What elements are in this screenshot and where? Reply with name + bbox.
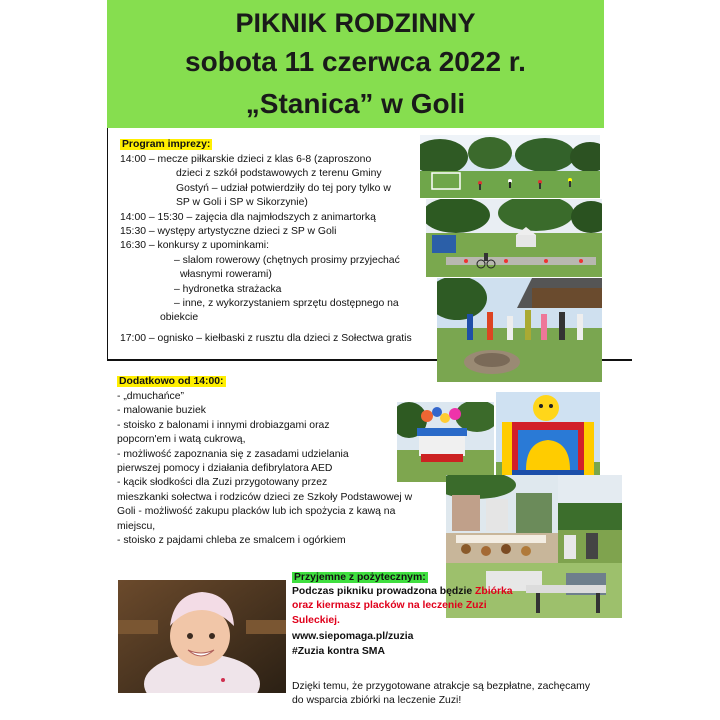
extra-heading: Dodatkowo od 14:00: <box>119 376 224 387</box>
event-location: „Stanica” w Goli <box>245 88 466 119</box>
program-item: 16:30 – konkursy z upominkami: <box>120 240 270 252</box>
program-item: – slalom rowerowy (chętnych prosimy przyjechać <box>174 254 400 266</box>
program-list <box>120 153 420 326</box>
program-item: – inne, z wykorzystaniem sprzętu dostępnego na <box>174 298 399 310</box>
program-heading: Program imprezy: <box>122 139 211 150</box>
extra-item: mieszkanki sołectwa i rodziców dzieci ze Szkoły Podstawowej w <box>117 491 413 503</box>
charity-line: Suleckiej. <box>292 614 340 626</box>
charity-footer-line: Dzięki temu, że przygotowane atrakcje są bezpłatne, zachęcamy <box>292 681 591 692</box>
charity-website[interactable]: www.siepomaga.pl/zuzia <box>292 631 414 642</box>
charity-line: oraz kiermasz placków na leczenie Zuzi <box>292 600 487 612</box>
extra-item: popcorn'em i watą cukrową, <box>117 434 246 446</box>
charity-footer <box>292 680 632 709</box>
program-item: dzieci z szkół podstawowych z terenu Gminy <box>176 168 382 180</box>
charity-line: Podczas pikniku prowadzona będzie Zbiórka <box>292 586 513 597</box>
event-title: PIKNIK RODZINNY <box>235 8 476 38</box>
charity-heading: Przyjemne z pożytecznym: <box>294 572 426 583</box>
extra-item: - „dmuchańce” <box>117 391 184 402</box>
event-header <box>107 0 604 128</box>
extra-item: Goli - możliwość zakupu placków lub ich spożycia z kawą na <box>117 506 396 518</box>
charity-text <box>292 585 532 628</box>
program-item: SP w Goli i SP w Sikorzynie) <box>176 197 308 209</box>
photo-football-match <box>420 135 600 198</box>
program-item: obiekcie <box>160 312 199 324</box>
program-item: własnymi rowerami) <box>180 269 272 281</box>
program-item: – hydronetka strażacka <box>174 283 282 295</box>
program-item: 15:30 – występy artystyczne dzieci z SP w Goli <box>120 226 337 238</box>
extra-item: - stoisko z pajdami chleba ze smalcem i ogórkiem <box>117 535 346 547</box>
event-date: sobota 11 czerwca 2022 r. <box>185 46 526 77</box>
extra-item: - kącik słodkości dla Zuzi przygotowany przez <box>117 477 328 489</box>
photo-zuzia <box>118 580 286 693</box>
frame-left-line <box>107 128 108 360</box>
extra-item: miejscu, <box>117 520 156 532</box>
program-item: 14:00 – 15:30 – zajęcia dla najmłodszych z animartorką <box>120 211 376 223</box>
photo-fire-hose-kids <box>437 278 602 382</box>
extra-item: - możliwość zapoznania się z zasadami udzielania <box>117 448 349 460</box>
charity-hashtag: #Zuzia kontra SMA <box>292 646 385 657</box>
extra-item: - malowanie buziek <box>117 405 206 417</box>
extra-item: - stoisko z balonami i innymi drobiazgami oraz <box>117 419 330 431</box>
program-item: 17:00 – ognisko – kiełbaski z rusztu dla dzieci z Sołectwa gratis <box>120 333 412 344</box>
photo-bike-slalom <box>426 199 602 277</box>
extra-item: pierwszej pomocy i działania defibrylatora AED <box>117 463 333 475</box>
program-item: 14:00 – mecze piłkarskie dzieci z klas 6-8 (zaproszono <box>120 154 372 165</box>
photo-balloon-stand <box>397 402 494 482</box>
program-item: Gostyń – udział potwierdziły do tej pory tylko w <box>176 182 391 194</box>
charity-footer-line: do wsparcia zbiórki na leczenie Zuzi! <box>292 695 462 707</box>
